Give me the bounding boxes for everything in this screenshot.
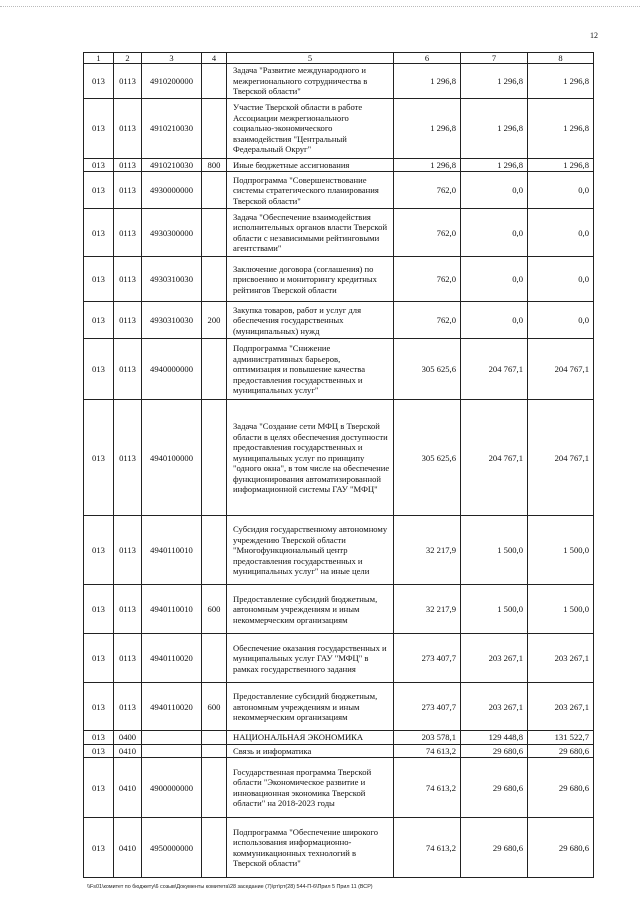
expense-type-code bbox=[202, 731, 227, 744]
chapter-code: 013 bbox=[84, 758, 114, 818]
item-name: Подпрограмма "Совершенствование системы стратегического планирования Тверской области" bbox=[227, 172, 394, 209]
amount-col8: 29 680,6 bbox=[528, 818, 594, 878]
item-name: Государственная программа Тверской области "Экономическое развитие и инновационная экономика Тверской области" на 2018-2023 годы bbox=[227, 758, 394, 818]
target-article-code bbox=[142, 731, 202, 744]
amount-col6: 1 296,8 bbox=[394, 98, 461, 158]
chapter-code: 013 bbox=[84, 302, 114, 339]
table-row bbox=[84, 158, 594, 171]
amount-col8: 204 767,1 bbox=[528, 339, 594, 400]
target-article-code: 4930310030 bbox=[142, 257, 202, 302]
item-name: Подпрограмма "Обеспечение широкого использования информационно-коммуникационных технологий в Тверской области" bbox=[227, 818, 394, 878]
amount-col8: 1 296,8 bbox=[528, 64, 594, 98]
amount-col6: 762,0 bbox=[394, 209, 461, 257]
amount-col6: 74 613,2 bbox=[394, 818, 461, 878]
table-row bbox=[84, 302, 594, 339]
amount-col6: 762,0 bbox=[394, 257, 461, 302]
item-name: Задача "Создание сети МФЦ в Тверской области в целях обеспечения доступности предоставления государственных и муниципальных услуг по принципу "одного окна", в том числе на обеспечение функционирования автоматизированной информационной системы ГАУ "МФЦ" bbox=[227, 400, 394, 516]
chapter-code: 013 bbox=[84, 339, 114, 400]
item-name: Подпрограмма "Снижение административных барьеров, оптимизация и повышение качества предоставления государственных и муниципальных услуг" bbox=[227, 339, 394, 400]
expense-type-code: 200 bbox=[202, 302, 227, 339]
target-article-code bbox=[142, 744, 202, 757]
table-row bbox=[84, 400, 594, 516]
amount-col7: 1 296,8 bbox=[461, 158, 528, 171]
target-article-code: 4910210030 bbox=[142, 158, 202, 171]
section-code: 0113 bbox=[114, 634, 142, 683]
expense-type-code bbox=[202, 400, 227, 516]
section-code: 0113 bbox=[114, 158, 142, 171]
header-cell: 1 bbox=[84, 53, 114, 64]
amount-col8: 0,0 bbox=[528, 172, 594, 209]
section-code: 0113 bbox=[114, 257, 142, 302]
section-code: 0113 bbox=[114, 302, 142, 339]
amount-col7: 0,0 bbox=[461, 209, 528, 257]
chapter-code: 013 bbox=[84, 585, 114, 634]
header-cell: 6 bbox=[394, 53, 461, 64]
chapter-code: 013 bbox=[84, 172, 114, 209]
amount-col8: 1 500,0 bbox=[528, 516, 594, 585]
section-code: 0410 bbox=[114, 758, 142, 818]
header-cell: 3 bbox=[142, 53, 202, 64]
expense-type-code bbox=[202, 64, 227, 98]
amount-col6: 203 578,1 bbox=[394, 731, 461, 744]
amount-col7: 129 448,8 bbox=[461, 731, 528, 744]
expense-type-code bbox=[202, 98, 227, 158]
amount-col7: 29 680,6 bbox=[461, 818, 528, 878]
amount-col6: 273 407,7 bbox=[394, 683, 461, 731]
table-row bbox=[84, 172, 594, 209]
amount-col8: 29 680,6 bbox=[528, 744, 594, 757]
table-row bbox=[84, 64, 594, 98]
amount-col7: 29 680,6 bbox=[461, 744, 528, 757]
section-code: 0410 bbox=[114, 818, 142, 878]
section-code: 0113 bbox=[114, 98, 142, 158]
expense-type-code bbox=[202, 339, 227, 400]
table-row bbox=[84, 339, 594, 400]
table-row bbox=[84, 257, 594, 302]
target-article-code: 4900000000 bbox=[142, 758, 202, 818]
table-row bbox=[84, 683, 594, 731]
target-article-code: 4950000000 bbox=[142, 818, 202, 878]
expense-type-code bbox=[202, 257, 227, 302]
amount-col6: 1 296,8 bbox=[394, 64, 461, 98]
expense-type-code bbox=[202, 516, 227, 585]
table-row bbox=[84, 634, 594, 683]
budget-table bbox=[83, 52, 594, 878]
chapter-code: 013 bbox=[84, 158, 114, 171]
chapter-code: 013 bbox=[84, 744, 114, 757]
amount-col7: 0,0 bbox=[461, 257, 528, 302]
amount-col8: 131 522,7 bbox=[528, 731, 594, 744]
amount-col6: 74 613,2 bbox=[394, 744, 461, 757]
item-name: Участие Тверской области в работе Ассоциации межрегионального социально-экономического взаимодействия "Центральный Федеральный Округ" bbox=[227, 98, 394, 158]
expense-type-code bbox=[202, 758, 227, 818]
target-article-code: 4940110010 bbox=[142, 516, 202, 585]
header-cell: 2 bbox=[114, 53, 142, 64]
amount-col8: 1 500,0 bbox=[528, 585, 594, 634]
amount-col7: 1 296,8 bbox=[461, 64, 528, 98]
table-row bbox=[84, 209, 594, 257]
chapter-code: 013 bbox=[84, 400, 114, 516]
amount-col6: 762,0 bbox=[394, 172, 461, 209]
target-article-code: 4930310030 bbox=[142, 302, 202, 339]
amount-col6: 1 296,8 bbox=[394, 158, 461, 171]
section-code: 0113 bbox=[114, 172, 142, 209]
chapter-code: 013 bbox=[84, 516, 114, 585]
table-row bbox=[84, 585, 594, 634]
amount-col6: 273 407,7 bbox=[394, 634, 461, 683]
item-name: Иные бюджетные ассигнования bbox=[227, 158, 394, 171]
chapter-code: 013 bbox=[84, 634, 114, 683]
target-article-code: 4910200000 bbox=[142, 64, 202, 98]
header-cell: 8 bbox=[528, 53, 594, 64]
chapter-code: 013 bbox=[84, 818, 114, 878]
amount-col7: 0,0 bbox=[461, 302, 528, 339]
amount-col7: 1 296,8 bbox=[461, 98, 528, 158]
page-number: 12 bbox=[590, 31, 598, 40]
table-row bbox=[84, 98, 594, 158]
item-name: Связь и информатика bbox=[227, 744, 394, 757]
table-row bbox=[84, 758, 594, 818]
target-article-code: 4940110020 bbox=[142, 683, 202, 731]
amount-col7: 204 767,1 bbox=[461, 400, 528, 516]
amount-col6: 32 217,9 bbox=[394, 585, 461, 634]
amount-col6: 762,0 bbox=[394, 302, 461, 339]
item-name: Задача "Развитие международного и межрегионального сотрудничества в Тверской области" bbox=[227, 64, 394, 98]
file-path-footer: \\Fs01\комитет по бюджету\6 созыв\Документы комитета\28 заседание (7)\рт\рт(28) 544-П-6\Прил 5 Прил 11 (ВСР) bbox=[87, 884, 373, 890]
header-cell: 7 bbox=[461, 53, 528, 64]
item-name: Закупка товаров, работ и услуг для обеспечения государственных (муниципальных) нужд bbox=[227, 302, 394, 339]
item-name: НАЦИОНАЛЬНАЯ ЭКОНОМИКА bbox=[227, 731, 394, 744]
amount-col7: 204 767,1 bbox=[461, 339, 528, 400]
amount-col8: 203 267,1 bbox=[528, 683, 594, 731]
item-name: Задача "Обеспечение взаимодействия исполнительных органов власти Тверской области с независимыми рейтинговыми агентствами" bbox=[227, 209, 394, 257]
section-code: 0400 bbox=[114, 731, 142, 744]
amount-col7: 203 267,1 bbox=[461, 634, 528, 683]
target-article-code: 4940100000 bbox=[142, 400, 202, 516]
section-code: 0113 bbox=[114, 683, 142, 731]
amount-col8: 0,0 bbox=[528, 302, 594, 339]
amount-col7: 1 500,0 bbox=[461, 516, 528, 585]
amount-col8: 203 267,1 bbox=[528, 634, 594, 683]
item-name: Субсидия государственному автономному учреждению Тверской области "Многофункциональный центр предоставления государственных и муниципальных услуг" на иные цели bbox=[227, 516, 394, 585]
table-row bbox=[84, 516, 594, 585]
expense-type-code bbox=[202, 209, 227, 257]
chapter-code: 013 bbox=[84, 731, 114, 744]
amount-col7: 29 680,6 bbox=[461, 758, 528, 818]
section-code: 0113 bbox=[114, 400, 142, 516]
amount-col8: 1 296,8 bbox=[528, 158, 594, 171]
scan-artifact-line bbox=[0, 6, 640, 9]
amount-col6: 305 625,6 bbox=[394, 400, 461, 516]
section-code: 0113 bbox=[114, 516, 142, 585]
header-cell: 4 bbox=[202, 53, 227, 64]
expense-type-code bbox=[202, 744, 227, 757]
item-name: Заключение договора (соглашения) по присвоению и мониторингу кредитных рейтингов Тверской области bbox=[227, 257, 394, 302]
amount-col6: 305 625,6 bbox=[394, 339, 461, 400]
item-name: Предоставление субсидий бюджетным, автономным учреждениям и иным некоммерческим организациям bbox=[227, 683, 394, 731]
target-article-code: 4930300000 bbox=[142, 209, 202, 257]
chapter-code: 013 bbox=[84, 683, 114, 731]
expense-type-code bbox=[202, 818, 227, 878]
expense-type-code bbox=[202, 172, 227, 209]
amount-col6: 74 613,2 bbox=[394, 758, 461, 818]
chapter-code: 013 bbox=[84, 98, 114, 158]
item-name: Обеспечение оказания государственных и муниципальных услуг ГАУ "МФЦ" в рамках государственного задания bbox=[227, 634, 394, 683]
target-article-code: 4940110010 bbox=[142, 585, 202, 634]
expense-type-code: 600 bbox=[202, 585, 227, 634]
section-code: 0113 bbox=[114, 339, 142, 400]
section-code: 0113 bbox=[114, 64, 142, 98]
table-row bbox=[84, 731, 594, 744]
amount-col8: 204 767,1 bbox=[528, 400, 594, 516]
amount-col7: 203 267,1 bbox=[461, 683, 528, 731]
table-row bbox=[84, 744, 594, 757]
chapter-code: 013 bbox=[84, 64, 114, 98]
section-code: 0410 bbox=[114, 744, 142, 757]
table-row bbox=[84, 818, 594, 878]
item-name: Предоставление субсидий бюджетным, автономным учреждениям и иным некоммерческим организациям bbox=[227, 585, 394, 634]
expense-type-code: 600 bbox=[202, 683, 227, 731]
table-header-row bbox=[84, 53, 594, 64]
expense-type-code bbox=[202, 634, 227, 683]
amount-col8: 0,0 bbox=[528, 209, 594, 257]
amount-col7: 0,0 bbox=[461, 172, 528, 209]
target-article-code: 4910210030 bbox=[142, 98, 202, 158]
target-article-code: 4940000000 bbox=[142, 339, 202, 400]
amount-col8: 29 680,6 bbox=[528, 758, 594, 818]
chapter-code: 013 bbox=[84, 209, 114, 257]
expense-type-code: 800 bbox=[202, 158, 227, 171]
amount-col8: 0,0 bbox=[528, 257, 594, 302]
amount-col6: 32 217,9 bbox=[394, 516, 461, 585]
section-code: 0113 bbox=[114, 585, 142, 634]
chapter-code: 013 bbox=[84, 257, 114, 302]
amount-col7: 1 500,0 bbox=[461, 585, 528, 634]
target-article-code: 4930000000 bbox=[142, 172, 202, 209]
section-code: 0113 bbox=[114, 209, 142, 257]
header-cell: 5 bbox=[227, 53, 394, 64]
amount-col8: 1 296,8 bbox=[528, 98, 594, 158]
target-article-code: 4940110020 bbox=[142, 634, 202, 683]
